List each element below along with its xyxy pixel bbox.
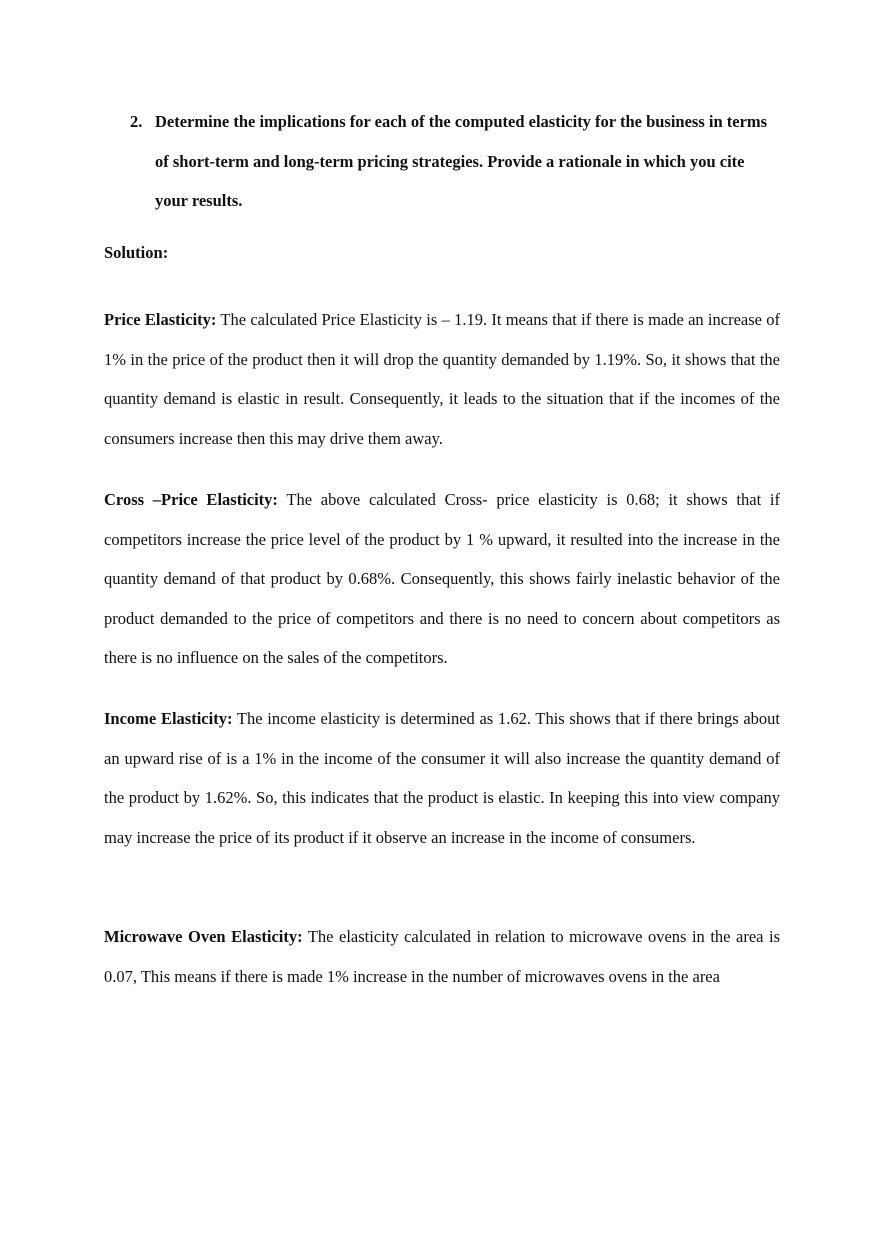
- cross-price-elasticity-paragraph: [104, 480, 780, 678]
- price-elasticity-paragraph: [104, 300, 780, 458]
- paragraph-text: The calculated Price Elasticity is – 1.19. It means that if there is made an increase of 1% in the price of the product then it will drop the quantity demanded by 1.19%. So, it shows that the quantity demand is elastic in result. Consequently, it leads to the situation that if the incomes of the consumers increase then this may drive them away.: [104, 310, 780, 448]
- paragraph-term: Microwave Oven Elasticity:: [104, 927, 303, 946]
- paragraph-term: Cross –Price Elasticity:: [104, 490, 278, 509]
- paragraph-term: Income Elasticity:: [104, 709, 233, 728]
- solution-heading: Solution:: [104, 243, 169, 262]
- paragraph-term: Price Elasticity:: [104, 310, 217, 329]
- income-elasticity-paragraph: [104, 699, 780, 857]
- question-text: Determine the implications for each of the computed elasticity for the business in terms of short-term and long-term pricing strategies. Provide a rationale in which you cite your results.: [155, 112, 768, 210]
- question-number: 2.: [130, 112, 143, 131]
- paragraph-text: The elasticity calculated in relation to microwave ovens in the area is 0.07, This means if there is made 1% increase in the number of microwaves ovens in the area: [104, 927, 780, 986]
- paragraph-text: The income elasticity is determined as 1.62. This shows that if there brings about an upward rise of is a 1% in the income of the consumer it will also increase the quantity demand of the product by 1.62%. So, this indicates that the product is elastic. In keeping this into view company may increase the price of its product if it observe an increase in the income of consumers.: [104, 709, 780, 847]
- microwave-oven-elasticity-paragraph: [104, 917, 780, 996]
- paragraph-text: The above calculated Cross- price elasticity is 0.68; it shows that if competitors increase the price level of the product by 1 % upward, it resulted into the increase in the quantity demand of that product by 0.68%. Consequently, this shows fairly inelastic behavior of the product demanded to the price of competitors and there is no need to concern about competitors as there is no influence on the sales of the competitors.: [104, 490, 780, 667]
